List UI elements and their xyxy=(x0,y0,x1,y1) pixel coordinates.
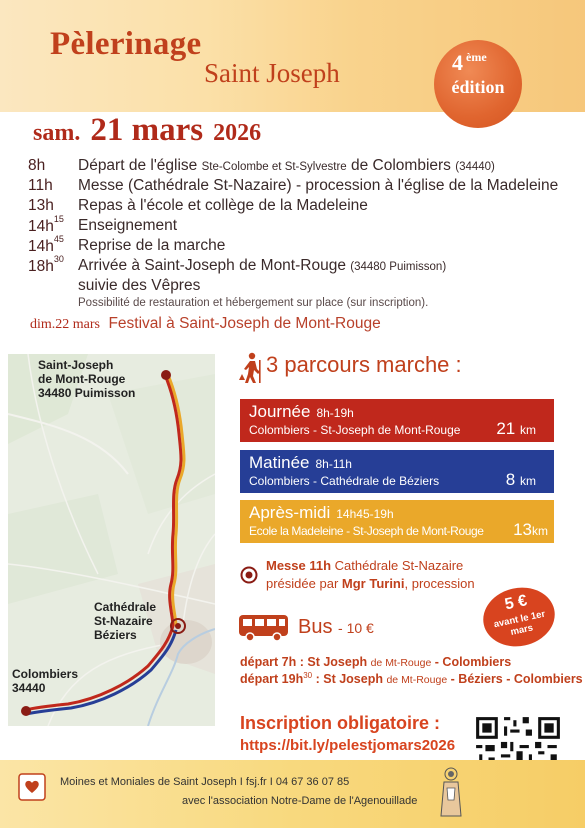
map-label-cathedrale: Cathédrale St-Nazaire Béziers xyxy=(94,600,157,642)
parcours-title: 3 parcours marche : xyxy=(266,352,462,377)
route-hours: 14h45-19h xyxy=(336,507,394,521)
schedule-row xyxy=(28,234,568,257)
schedule-text: Départ de l'église Ste-Colombe et St-Sylvestre de Colombiers (34440) xyxy=(78,157,495,174)
route-path: Colombiers - St-Joseph de Mont-Rouge xyxy=(249,423,461,437)
schedule-row xyxy=(28,197,568,217)
bus-label: Bus - 10 € xyxy=(298,616,374,638)
sunday-text: Festival à Saint-Joseph de Mont-Rouge xyxy=(108,315,381,332)
messe-line1: Messe 11h Cathédrale St-Nazaire xyxy=(266,558,464,573)
schedule-row xyxy=(28,157,568,177)
sunday-date: dim.22 mars xyxy=(30,317,100,332)
edition-suffix: ème xyxy=(466,50,487,64)
route-path: Colombiers - Cathédrale de Béziers xyxy=(249,474,440,488)
route-distance: 13km xyxy=(513,520,548,539)
schedule-time: 11h xyxy=(28,177,53,194)
event-date xyxy=(33,112,261,149)
route-map xyxy=(8,354,215,726)
bus-departure-1: départ 7h : St Joseph de Mt-Rouge - Colombiers xyxy=(240,655,512,669)
route-apres-midi xyxy=(240,500,554,543)
schedule-text: Enseignement xyxy=(78,217,178,234)
edition-word: édition xyxy=(451,77,505,97)
inscription-link[interactable]: https://bit.ly/pelestjomars2026 xyxy=(240,737,456,754)
edition-number: 4 xyxy=(452,50,463,75)
price-note: avant le 1er mars xyxy=(492,608,547,638)
map-label-montrouge: Saint-Joseph de Mont-Rouge 34480 Puimisson xyxy=(38,358,136,400)
route-path: Ecole la Madeleine - St-Joseph de Mont-Rouge xyxy=(249,524,484,538)
hiker-icon xyxy=(238,352,266,384)
edition-badge xyxy=(434,40,522,128)
route-name: Journée xyxy=(249,402,311,421)
schedule-time: $14h^{45}$ xyxy=(28,234,64,256)
schedule-text: Reprise de la marche xyxy=(78,237,226,254)
vepres-row xyxy=(28,277,568,297)
date-year: 2026 xyxy=(213,120,262,146)
bus-price-badge xyxy=(478,581,560,653)
target-icon xyxy=(240,566,258,584)
bus-departure-2: départ $19h^{30}$ : St Joseph de Mt-Rouge - Béziers - Colombiers xyxy=(240,671,583,687)
route-journee xyxy=(240,399,554,442)
route-matinee xyxy=(240,450,554,493)
schedule-row xyxy=(28,177,568,197)
poster-subtitle: Saint Joseph xyxy=(204,58,340,88)
schedule-text: Messe (Cathédrale St-Nazaire) - procession à l'église de la Madeleine xyxy=(78,177,559,194)
poster-title: Pèlerinage xyxy=(50,26,202,62)
inscription-title: Inscription obligatoire : xyxy=(240,713,441,733)
map-label-colombiers: Colombiers 34440 xyxy=(12,667,79,695)
vepres-text: suivie des Vêpres xyxy=(78,277,201,294)
route-hours: 8h-11h xyxy=(315,457,352,471)
lodging-note: Possibilité de restauration et hébergement sur place (sur inscription). xyxy=(78,297,429,309)
footer-contact: Moines et Moniales de Saint Joseph I fsj.fr I 04 67 36 07 85 xyxy=(60,776,350,788)
schedule-time: $14h^{15}$ xyxy=(28,214,64,236)
schedule-time: $18h^{30}$ xyxy=(28,254,64,276)
schedule-row xyxy=(28,254,568,277)
route-name: Après-midi xyxy=(249,503,331,522)
schedule-text: Arrivée à Saint-Joseph de Mont-Rouge (34480 Puimisson) xyxy=(78,257,447,274)
bus-icon xyxy=(238,613,290,643)
date-day-month: 21 mars xyxy=(90,112,204,148)
route-hours: 8h-19h xyxy=(316,406,354,420)
sunday-line xyxy=(30,315,381,333)
schedule-text: Repas à l'école et collège de la Madeleine xyxy=(78,197,368,214)
price-amount: 5 € xyxy=(503,592,529,614)
route-name: Matinée xyxy=(249,453,310,472)
date-prefix: sam. xyxy=(33,120,81,146)
schedule-row xyxy=(28,214,568,237)
saint-figure-icon xyxy=(436,766,466,818)
route-distance: 8 km xyxy=(505,470,536,489)
community-logo-icon xyxy=(18,773,46,801)
schedule-time: 13h xyxy=(28,197,54,214)
route-distance: 21 km xyxy=(496,419,536,438)
messe-line2: présidée par Mgr Turini, procession xyxy=(266,576,475,591)
footer-association: avec l'association Notre-Dame de l'Agenouillade xyxy=(182,795,418,807)
footer-band xyxy=(0,760,585,828)
schedule-time: 8h xyxy=(28,157,46,174)
